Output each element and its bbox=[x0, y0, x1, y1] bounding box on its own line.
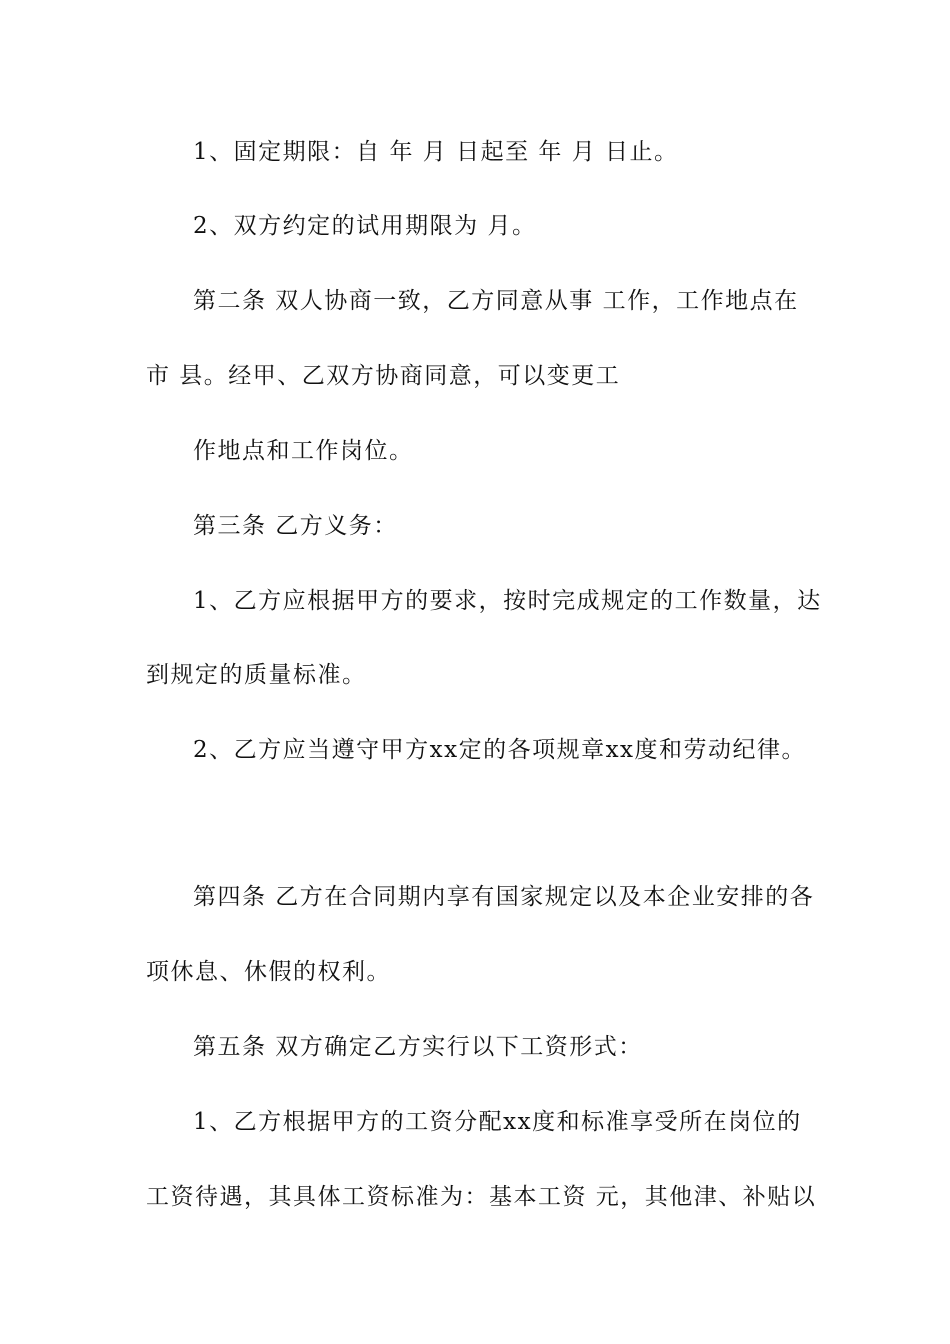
article-five-item-1-line-1: 1、乙方根据甲方的工资分配xx度和标准享受所在岗位的 bbox=[193, 1109, 802, 1135]
article-three-heading: 第三条 乙方义务： bbox=[193, 513, 398, 539]
article-four-line-1: 第四条 乙方在合同期内享有国家规定以及本企业安排的各 bbox=[193, 884, 815, 910]
clause-probation: 2、双方约定的试用期限为 月。 bbox=[193, 213, 537, 239]
article-two-line-2: 市 县。经甲、乙双方协商同意，可以变更工 bbox=[146, 363, 621, 389]
article-five-item-1-line-2: 工资待遇，其具体工资标准为：基本工资 元，其他津、补贴以 bbox=[146, 1184, 817, 1210]
article-five-heading: 第五条 双方确定乙方实行以下工资形式： bbox=[193, 1034, 643, 1060]
article-two-line-3: 作地点和工作岗位。 bbox=[193, 438, 414, 464]
article-four-line-2: 项休息、休假的权利。 bbox=[146, 959, 391, 985]
article-three-item-1-line-2: 到规定的质量标准。 bbox=[146, 662, 367, 688]
clause-fixed-term: 1、固定期限：自 年 月 日起至 年 月 日止。 bbox=[193, 139, 679, 165]
article-three-item-1-line-1: 1、乙方应根据甲方的要求，按时完成规定的工作数量，达 bbox=[193, 588, 822, 614]
article-two-line-1: 第二条 双人协商一致，乙方同意从事 工作，工作地点在 bbox=[193, 288, 799, 314]
article-three-item-2: 2、乙方应当遵守甲方xx定的各项规章xx度和劳动纪律。 bbox=[193, 737, 807, 763]
